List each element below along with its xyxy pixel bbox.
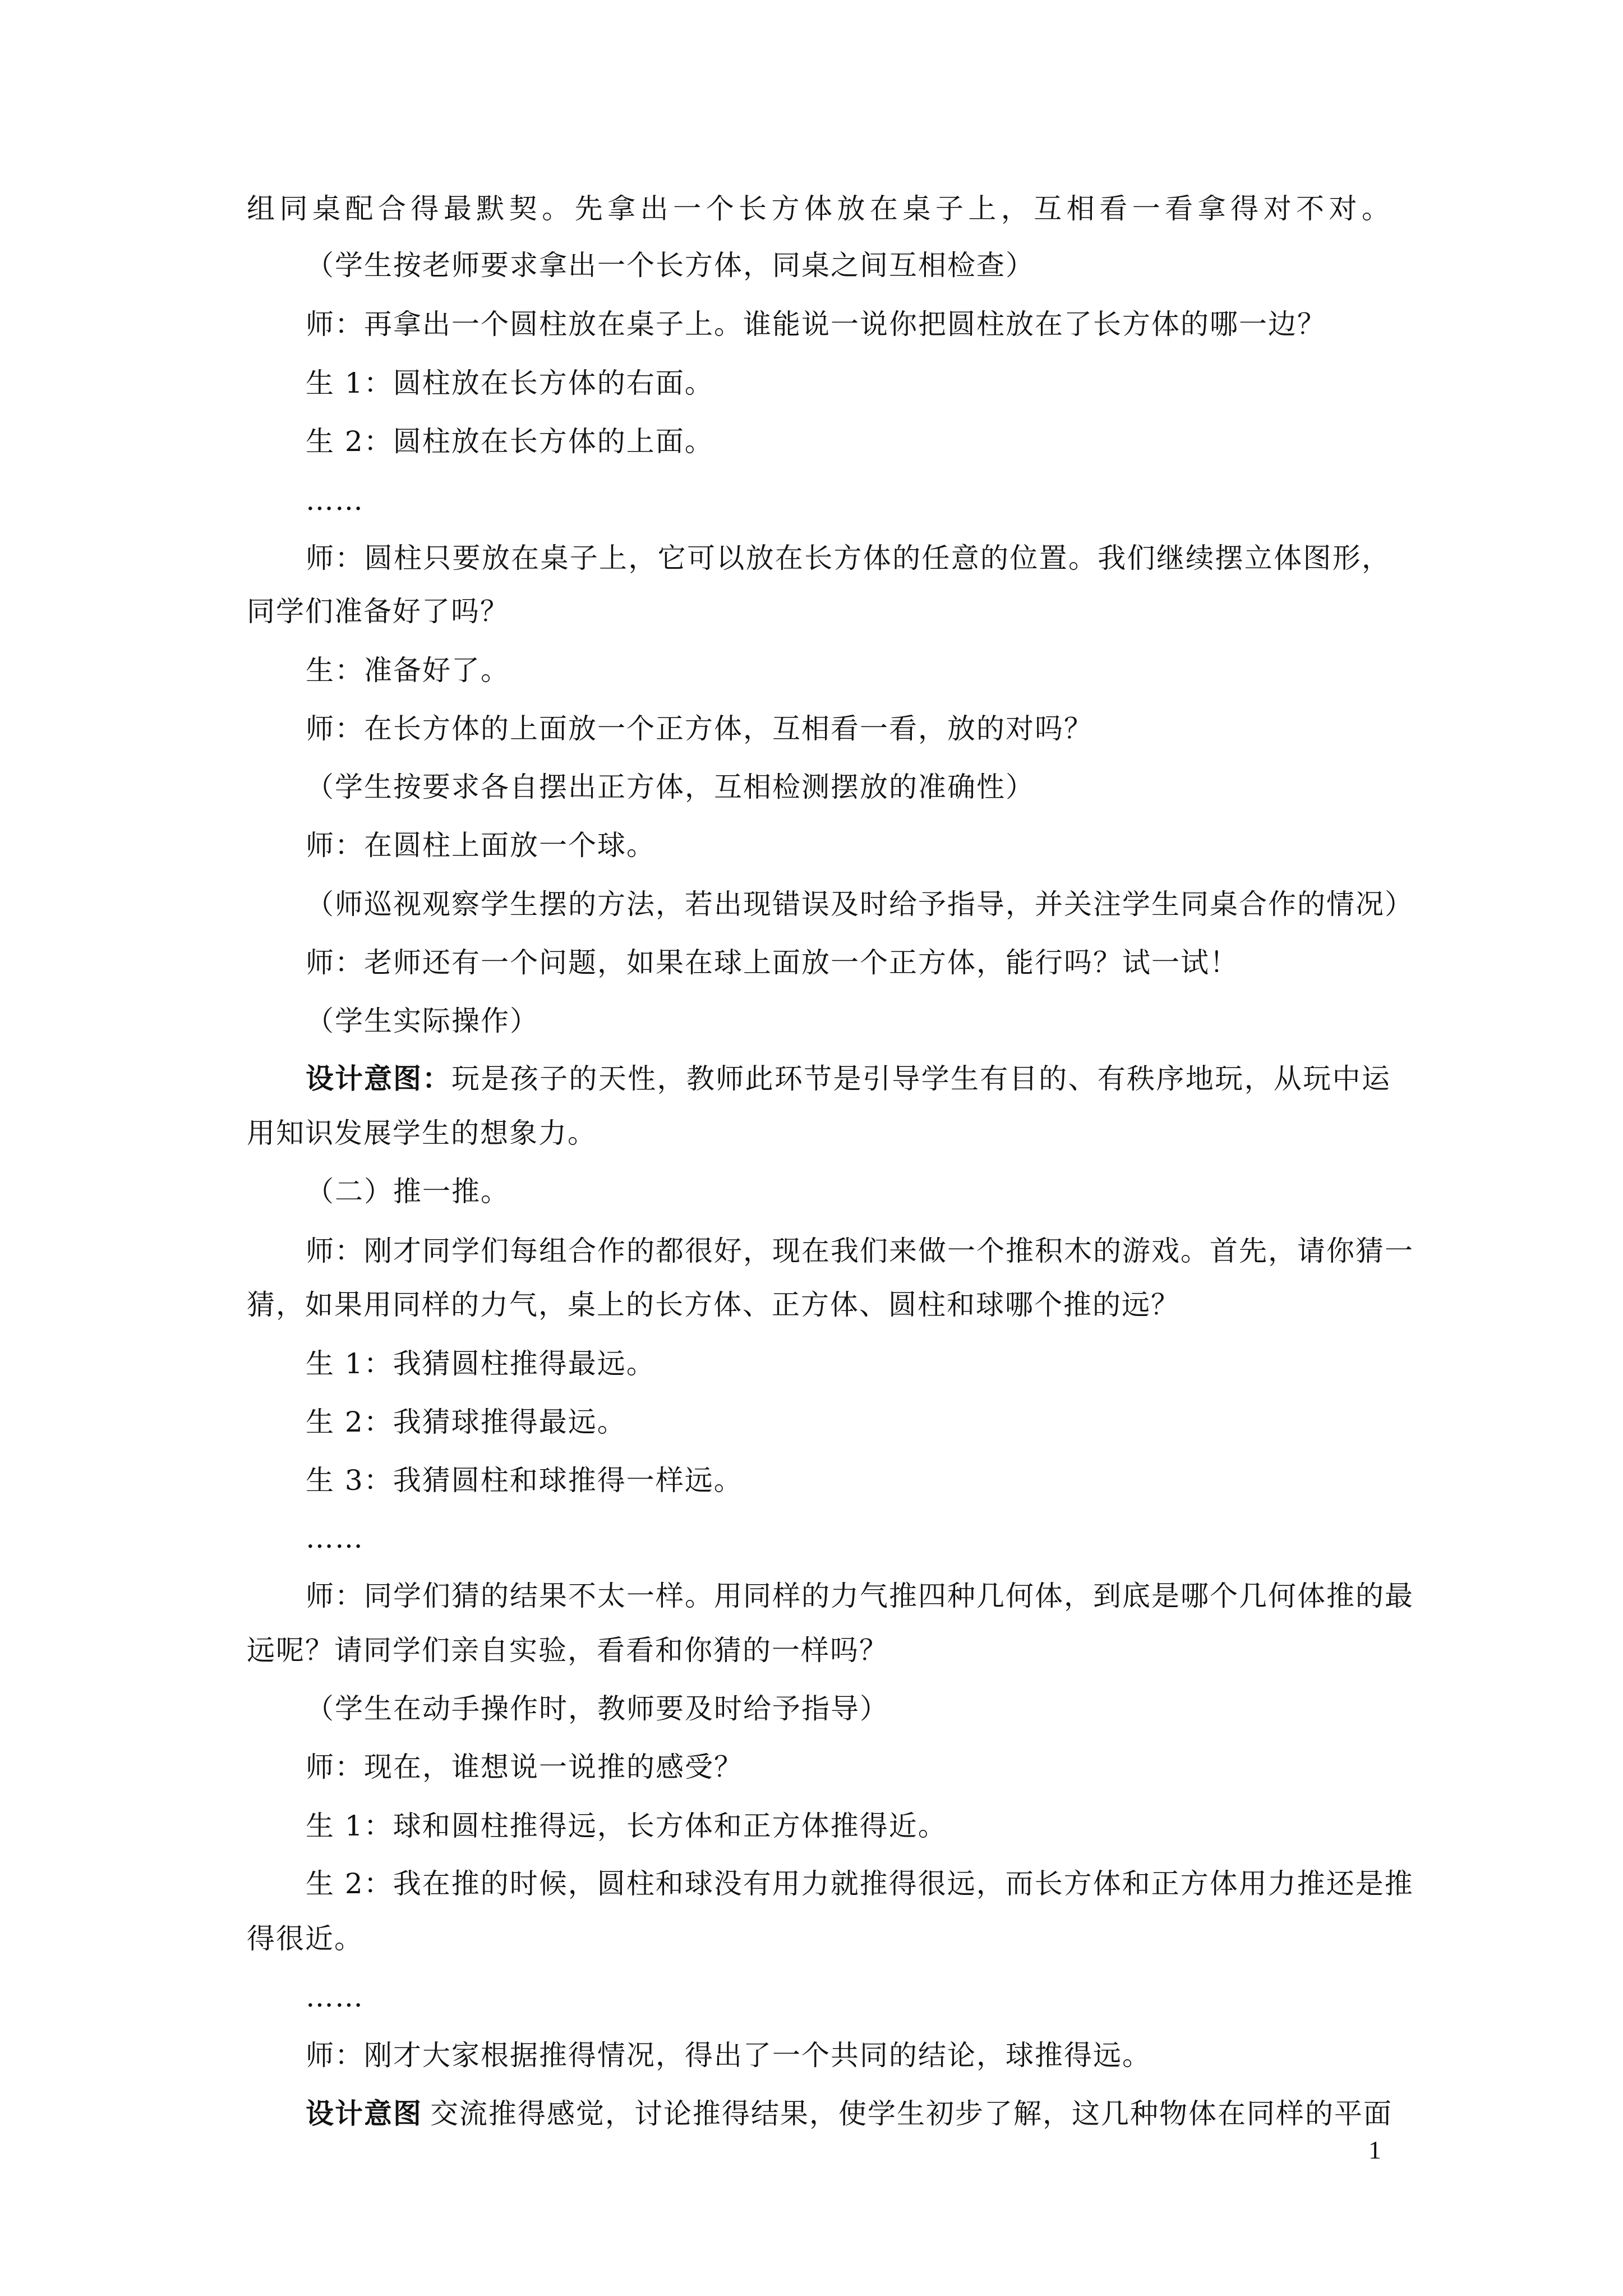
text-line: 用知识发展学生的想象力。 (247, 1117, 597, 1149)
text-line: 猜，如果用同样的力气，桌上的长方体、正方体、圆柱和球哪个推的远？ (247, 1289, 1180, 1321)
text-line: （学生按老师要求拿出一个长方体，同桌之间互相检查） (306, 249, 1035, 282)
text-line: （师巡视观察学生摆的方法，若出现错误及时给予指导，并关注学生同桌合作的情况） (306, 888, 1414, 921)
text-line: 生 2：圆柱放在长方体的上面。 (306, 425, 714, 458)
text-line: （学生按要求各自摆出正方体，互相检测摆放的准确性） (306, 771, 1035, 803)
page-number: 1 (1368, 2136, 1381, 2164)
design-intent-label: 设计意图： (306, 1062, 451, 1095)
text-line: 生：准备好了。 (306, 654, 510, 687)
ellipsis: …… (306, 1981, 364, 2013)
text-line: 得很近。 (247, 1922, 363, 1955)
text-line: 同学们准备好了吗？ (247, 595, 509, 628)
text-line: 师：老师还有一个问题，如果在球上面放一个正方体，能行吗？试一试！ (306, 946, 1239, 979)
text-line: 生 2：我在推的时候，圆柱和球没有用力就推得很远，而长方体和正方体用力推还是推 (306, 1867, 1414, 1900)
text-line: 组同桌配合得最默契。先拿出一个长方体放在桌子上，互相看一看拿得对不对。 (247, 192, 1391, 225)
text-line: 生 3：我猜圆柱和球推得一样远。 (306, 1464, 743, 1497)
text-line: 师：再拿出一个圆柱放在桌子上。谁能说一说你把圆柱放在了长方体的哪一边？ (306, 308, 1326, 341)
text-line: 师：现在，谁想说一说推的感受？ (306, 1751, 743, 1783)
design-intent-paragraph (306, 2097, 1391, 2131)
text-line: （学生在动手操作时，教师要及时给予指导） (306, 1692, 889, 1725)
ellipsis: …… (306, 484, 364, 517)
text-line: 生 1：我猜圆柱推得最远。 (306, 1347, 656, 1380)
text-line: 生 2：我猜球推得最远。 (306, 1406, 626, 1438)
text-line: 生 1：球和圆柱推得远，长方体和正方体推得近。 (306, 1810, 947, 1842)
text-line: 师：圆柱只要放在桌子上，它可以放在长方体的任意的位置。我们继续摆立体图形， (306, 542, 1391, 574)
text-line: 师：同学们猜的结果不太一样。用同样的力气推四种几何体，到底是哪个几何体推的最 (306, 1580, 1414, 1612)
text-line: 师：刚才大家根据推得情况，得出了一个共同的结论，球推得远。 (306, 2039, 1151, 2072)
section-heading: （二）推一推。 (306, 1175, 510, 1208)
text-line: 师：在圆柱上面放一个球。 (306, 829, 656, 862)
text-line: 交流推得感觉，讨论推得结果，使学生初步了解，这几种物体在同样的平面 (430, 2097, 1393, 2130)
design-intent-label: 设计意图 (306, 2097, 422, 2130)
text-line: 玩是孩子的天性，教师此环节是引导学生有目的、有秩序地玩，从玩中运 (451, 1062, 1391, 1095)
text-line: 师：刚才同学们每组合作的都很好，现在我们来做一个推积木的游戏。首先，请你猜一 (306, 1235, 1414, 1267)
text-line: （学生实际操作） (306, 1005, 539, 1037)
design-intent-paragraph (306, 1062, 1391, 1096)
ellipsis: …… (306, 1522, 364, 1554)
text-line: 师：在长方体的上面放一个正方体，互相看一看，放的对吗？ (306, 712, 1093, 745)
text-line: 远呢？请同学们亲自实验，看看和你猜的一样吗？ (247, 1634, 888, 1667)
text-line: 生 1：圆柱放在长方体的右面。 (306, 367, 714, 399)
